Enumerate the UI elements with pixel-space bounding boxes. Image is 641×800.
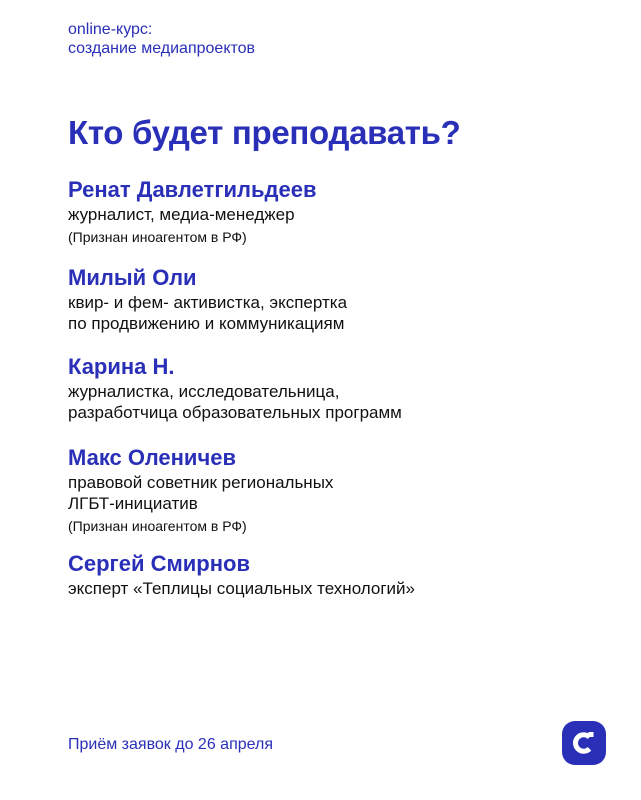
- instructor-name: Милый Оли: [68, 265, 197, 290]
- instructor-item: [68, 444, 333, 536]
- instructor-role: журналист, медиа-менеджер: [68, 205, 295, 224]
- instructor-name: Ренат Давлетгильдеев: [68, 177, 317, 202]
- instructor-name: Карина Н.: [68, 354, 175, 379]
- instructor-name: Макс Оленичев: [68, 445, 236, 470]
- instructor-role: правовой советник региональных ЛГБТ-инициатив: [68, 473, 334, 513]
- instructor-item: [68, 264, 347, 334]
- instructor-role: квир- и фем- активистка, экспертка по продвижению и коммуникациям: [68, 293, 348, 333]
- course-subtitle: создание медиапроектов: [68, 40, 256, 57]
- course-label: online-курс:: [68, 21, 153, 38]
- instructor-role: журналистка, исследовательница, разработчица образовательных программ: [68, 382, 402, 422]
- application-deadline: Приём заявок до 26 апреля: [68, 736, 273, 753]
- instructor-name: Сергей Смирнов: [68, 551, 250, 576]
- instructor-note: (Признан иноагентом в РФ): [68, 518, 247, 534]
- instructor-item: [68, 353, 402, 423]
- brand-logo-glyph-icon: [562, 721, 606, 765]
- instructor-note: (Признан иноагентом в РФ): [68, 229, 247, 245]
- brand-logo-icon: [562, 721, 606, 765]
- course-header: [68, 20, 255, 58]
- instructor-item: [68, 550, 415, 599]
- page-title: Кто будет преподавать?: [68, 114, 461, 151]
- instructor-item: [68, 176, 316, 247]
- instructor-role: эксперт «Теплицы социальных технологий»: [68, 579, 415, 598]
